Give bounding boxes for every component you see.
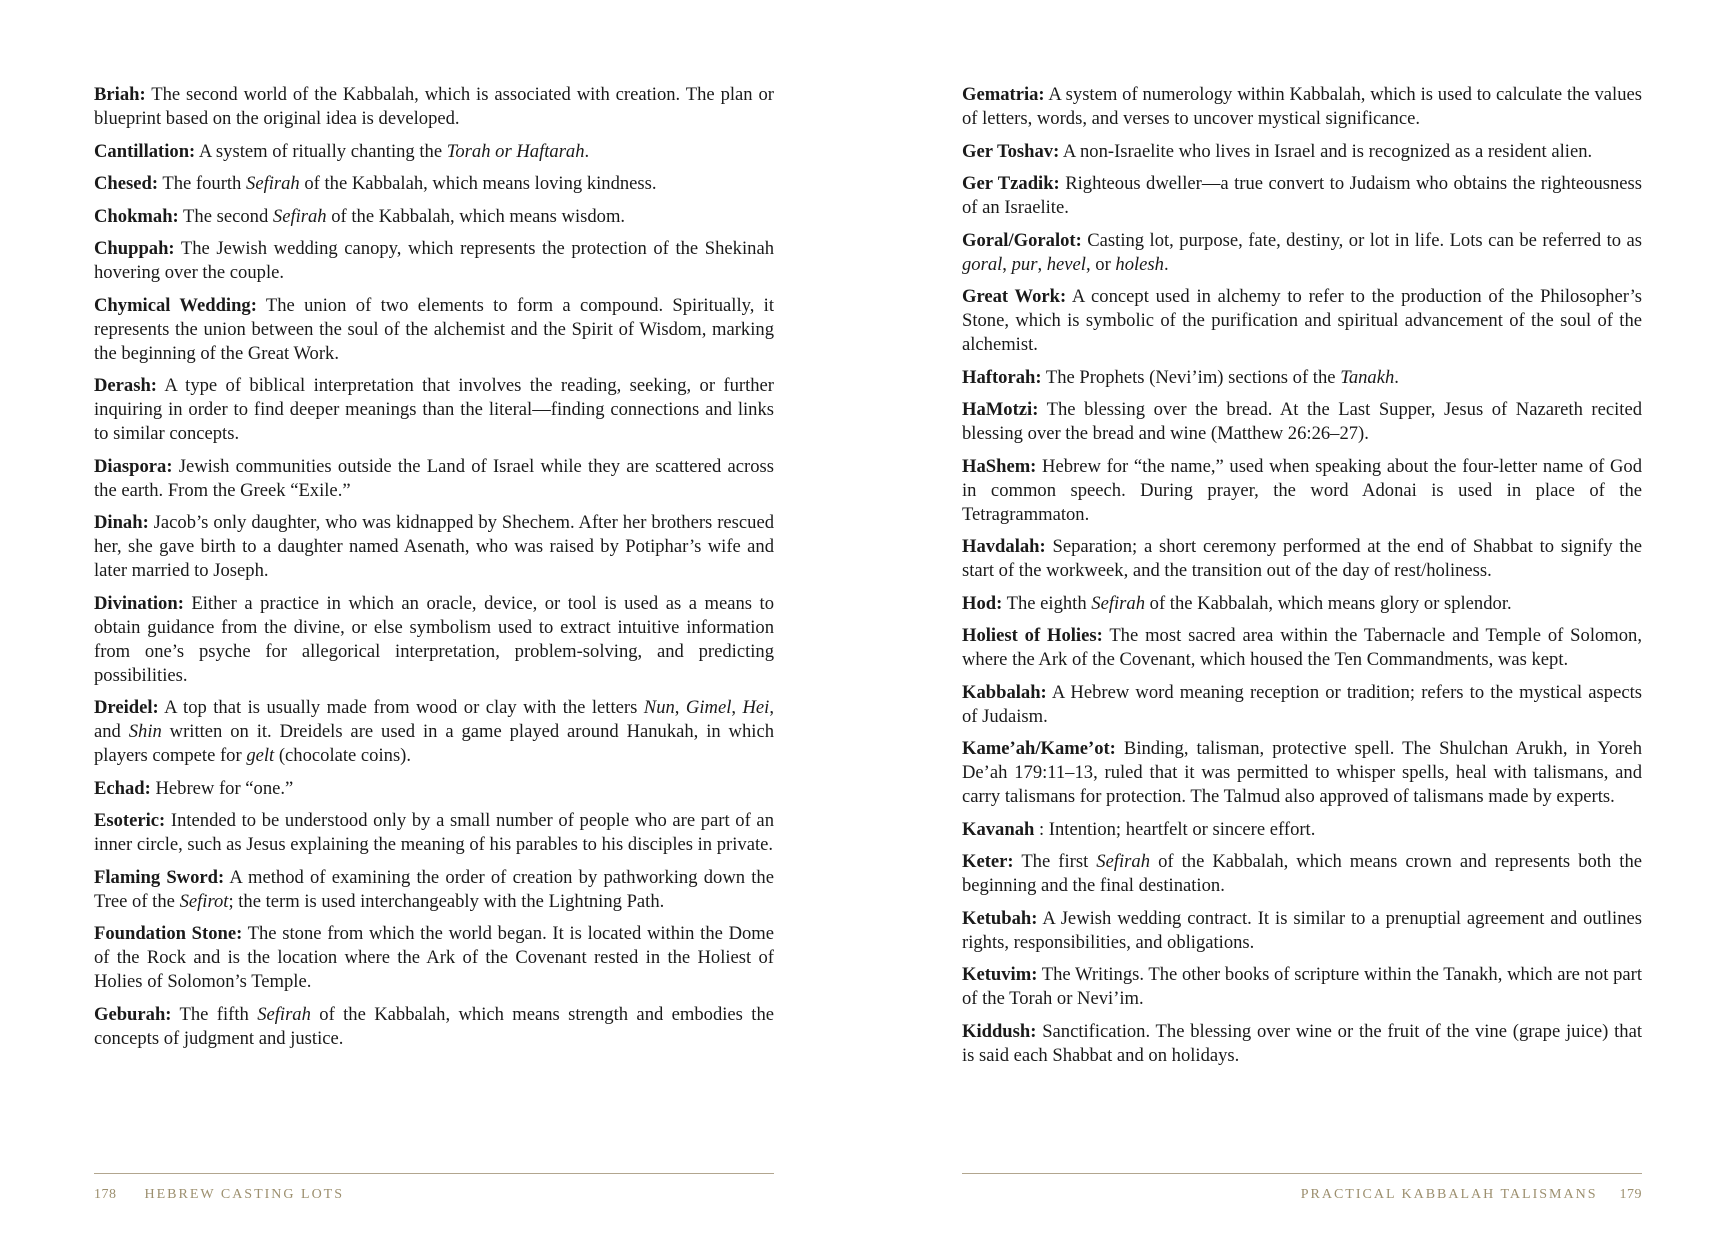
glossary-entry bbox=[962, 818, 1642, 842]
glossary-entry bbox=[94, 696, 774, 768]
glossary-term: HaMotzi: bbox=[962, 399, 1039, 420]
glossary-definition: Sanctification. The blessing over wine or the fruit of the vine (grape juice) that is said each Shabbat and on holidays. bbox=[962, 1020, 1642, 1066]
glossary-term: Dinah: bbox=[94, 512, 149, 533]
glossary-definition: A top that is usually made from wood or clay with the letters Nun, Gimel, Hei, and Shin written on it. Dreidels are used in a game played around Hanukah, in which players compete for gelt (chocolate coins). bbox=[94, 697, 775, 766]
glossary-definition: The eighth Sefirah of the Kabbalah, which means glory or splendor. bbox=[1002, 592, 1512, 614]
glossary-definition: A concept used in alchemy to refer to the production of the Philosopher’s Stone, which is symbolic of the purification and spiritual advancement of the soul of the alchemist. bbox=[962, 286, 1642, 355]
glossary-definition: Casting lot, purpose, fate, destiny, or lot in life. Lots can be referred to as goral, pur, hevel, or holesh. bbox=[962, 229, 1642, 275]
glossary-term: Kabbalah: bbox=[962, 681, 1047, 703]
glossary-definition: A type of biblical interpretation that involves the reading, seeking, or further inquiring in order to find deeper meanings than the literal—finding connections and links to similar concepts. bbox=[94, 375, 774, 444]
glossary-entry bbox=[962, 455, 1642, 527]
glossary-definition: Intended to be understood only by a small number of people who are part of an inner circle, such as Jesus explaining the meaning of his parables to his disciples in private. bbox=[94, 810, 774, 855]
footer-left bbox=[94, 1187, 774, 1203]
glossary-entry bbox=[962, 1020, 1642, 1068]
glossary-definition: A Hebrew word meaning reception or tradition; refers to the mystical aspects of Judaism. bbox=[962, 681, 1642, 727]
glossary-term: Chuppah: bbox=[94, 238, 175, 259]
glossary-entry bbox=[94, 922, 774, 994]
glossary-definition: A method of examining the order of creation by pathworking down the Tree of the Sefirot; the term is used interchangeably with the Lightning Path. bbox=[94, 866, 774, 912]
glossary-definition: Jewish communities outside the Land of Israel while they are scattered across the earth. From the Greek “Exile.” bbox=[94, 455, 774, 501]
glossary-term: Chymical Wedding: bbox=[94, 294, 257, 316]
glossary-term: Geburah: bbox=[94, 1003, 172, 1025]
glossary-entry bbox=[94, 205, 774, 229]
glossary-definition: The fourth Sefirah of the Kabbalah, which means loving kindness. bbox=[158, 173, 657, 194]
glossary-term: Ketubah: bbox=[962, 907, 1038, 929]
glossary-term: Kavanah bbox=[962, 818, 1035, 840]
glossary-definition: A system of ritually chanting the Torah or Haftarah. bbox=[195, 140, 590, 162]
glossary-term: Keter: bbox=[962, 851, 1014, 872]
glossary-definition: The blessing over the bread. At the Last Supper, Jesus of Nazareth recited blessing over the bread and wine (Matthew 26:26–27). bbox=[962, 399, 1642, 444]
glossary-definition: A system of numerology within Kabbalah, which is used to calculate the values of letters, words, and verses to uncover mystical significance. bbox=[962, 84, 1642, 129]
glossary-term: HaShem: bbox=[962, 455, 1037, 477]
glossary-term: Divination: bbox=[94, 592, 184, 614]
glossary-definition: : Intention; heartfelt or sincere effort. bbox=[1034, 818, 1316, 840]
glossary-entry bbox=[962, 285, 1642, 357]
glossary-entry bbox=[94, 866, 774, 914]
running-title-left: HEBREW CASTING LOTS bbox=[144, 1187, 345, 1202]
glossary-entry bbox=[962, 366, 1642, 390]
glossary-term: Great Work: bbox=[962, 286, 1067, 307]
glossary-term: Foundation Stone: bbox=[94, 923, 243, 944]
right-page bbox=[862, 0, 1724, 1238]
glossary-definition: Righteous dweller—a true convert to Judaism who obtains the righteousness of an Israelite. bbox=[962, 173, 1642, 218]
glossary-column-right bbox=[962, 83, 1642, 1076]
glossary-entry bbox=[94, 172, 774, 196]
glossary-entry bbox=[962, 140, 1642, 164]
glossary-term: Goral/Goralot: bbox=[962, 229, 1082, 251]
glossary-term: Haftorah: bbox=[962, 366, 1042, 388]
glossary-entry bbox=[962, 229, 1642, 277]
glossary-definition: The stone from which the world began. It is located within the Dome of the Rock and is the location where the Ark of the Covenant rested in the Holiest of Holies of Solomon’s Temple. bbox=[94, 923, 775, 992]
glossary-term: Derash: bbox=[94, 375, 157, 396]
glossary-definition: Jacob’s only daughter, who was kidnapped by Shechem. After her brothers rescued her, she gave birth to a daughter named Asenath, who was raised by Potiphar’s wife and later married to Joseph. bbox=[94, 512, 774, 581]
glossary-definition: The first Sefirah of the Kabbalah, which means crown and represents both the beginning and the final destination. bbox=[962, 851, 1643, 896]
glossary-entry bbox=[962, 398, 1642, 446]
glossary-entry bbox=[94, 374, 774, 446]
glossary-term: Ger Tzadik: bbox=[962, 173, 1060, 194]
glossary-term: Diaspora: bbox=[94, 455, 173, 477]
glossary-entry bbox=[94, 140, 774, 164]
glossary-term: Dreidel: bbox=[94, 697, 159, 718]
glossary-entry bbox=[94, 809, 774, 857]
glossary-entry bbox=[962, 681, 1642, 729]
glossary-definition: A non-Israelite who lives in Israel and is recognized as a resident alien. bbox=[1059, 140, 1593, 162]
glossary-term: Esoteric: bbox=[94, 810, 166, 831]
glossary-entry bbox=[94, 294, 774, 366]
glossary-entry bbox=[962, 963, 1642, 1011]
glossary-entry bbox=[94, 83, 774, 131]
glossary-term: Hod: bbox=[962, 592, 1003, 614]
glossary-term: Havdalah: bbox=[962, 536, 1046, 557]
glossary-entry bbox=[94, 777, 774, 801]
glossary-definition: A Jewish wedding contract. It is similar to a prenuptial agreement and outlines rights, responsibilities, and obligations. bbox=[962, 907, 1642, 953]
glossary-term: Kiddush: bbox=[962, 1020, 1037, 1042]
glossary-entry bbox=[962, 592, 1642, 616]
glossary-entry bbox=[94, 455, 774, 503]
left-page bbox=[0, 0, 862, 1238]
glossary-entry bbox=[962, 850, 1642, 898]
glossary-definition: Hebrew for “the name,” used when speaking about the four-letter name of God in common speech. During prayer, the word Adonai is used in place of the Tetragrammaton. bbox=[962, 455, 1642, 525]
glossary-term: Kame’ah/Kame’ot: bbox=[962, 738, 1116, 759]
glossary-entry bbox=[94, 237, 774, 285]
glossary-entry bbox=[962, 83, 1642, 131]
glossary-definition: The Writings. The other books of scripture within the Tanakh, which are not part of the Torah or Nevi’im. bbox=[962, 964, 1642, 1009]
glossary-term: Echad: bbox=[94, 777, 151, 799]
glossary-entry bbox=[962, 535, 1642, 583]
glossary-entry bbox=[94, 592, 774, 688]
glossary-definition: The union of two elements to form a compound. Spiritually, it represents the union between the soul of the alchemist and the Spirit of Wisdom, marking the beginning of the Great Work. bbox=[94, 294, 775, 364]
glossary-term: Gematria: bbox=[962, 84, 1045, 105]
glossary-definition: Binding, talisman, protective spell. The Shulchan Arukh, in Yoreh De’ah 179:11–13, ruled that it was permitted to whisper spells, heal with talismans, and carry talismans for protection. The Talmud also approved of talismans made by experts. bbox=[962, 738, 1642, 807]
glossary-definition: The fifth Sefirah of the Kabbalah, which means strength and embodies the concepts of judgment and justice. bbox=[94, 1003, 774, 1049]
glossary-definition: Hebrew for “one.” bbox=[150, 777, 294, 799]
page-number-left: 178 bbox=[94, 1187, 117, 1202]
glossary-entry bbox=[94, 511, 774, 583]
glossary-entry bbox=[962, 907, 1642, 955]
glossary-term: Chesed: bbox=[94, 173, 159, 194]
glossary-column-left bbox=[94, 83, 774, 1059]
glossary-definition: Separation; a short ceremony performed at the end of Shabbat to signify the start of the workweek, and the transition out of the day of rest/holiness. bbox=[962, 536, 1642, 581]
glossary-entry bbox=[962, 624, 1642, 672]
glossary-definition: The most sacred area within the Tabernacle and Temple of Solomon, where the Ark of the Covenant, which housed the Ten Commandments, was kept. bbox=[962, 625, 1642, 670]
glossary-term: Holiest of Holies: bbox=[962, 625, 1103, 646]
footer-rule-right bbox=[962, 1173, 1642, 1174]
glossary-definition: Either a practice in which an oracle, device, or tool is used as a means to obtain guidance from the divine, or else symbolism used to extract intuitive information from one’s psyche for allegorical interpretation, problem-solving, and predicting possibilities. bbox=[94, 592, 774, 686]
page-number-right: 179 bbox=[1619, 1187, 1642, 1202]
glossary-definition: The Prophets (Nevi’im) sections of the Tanakh. bbox=[1041, 366, 1399, 388]
running-title-right: PRACTICAL KABBALAH TALISMANS bbox=[1300, 1187, 1598, 1202]
glossary-term: Ketuvim: bbox=[962, 964, 1038, 985]
glossary-term: Chokmah: bbox=[94, 205, 179, 227]
glossary-definition: The second world of the Kabbalah, which is associated with creation. The plan or blueprint based on the original idea is developed. bbox=[94, 84, 774, 129]
glossary-term: Flaming Sword: bbox=[94, 866, 225, 888]
glossary-definition: The Jewish wedding canopy, which represents the protection of the Shekinah hovering over the couple. bbox=[94, 238, 774, 283]
footer-rule-left bbox=[94, 1173, 774, 1174]
glossary-entry bbox=[962, 172, 1642, 220]
glossary-entry bbox=[962, 737, 1642, 809]
glossary-definition: The second Sefirah of the Kabbalah, which means wisdom. bbox=[178, 205, 626, 227]
glossary-entry bbox=[94, 1003, 774, 1051]
glossary-term: Ger Toshav: bbox=[962, 140, 1060, 162]
glossary-term: Briah: bbox=[94, 84, 146, 105]
glossary-term: Cantillation: bbox=[94, 140, 196, 162]
footer-right bbox=[962, 1187, 1642, 1203]
